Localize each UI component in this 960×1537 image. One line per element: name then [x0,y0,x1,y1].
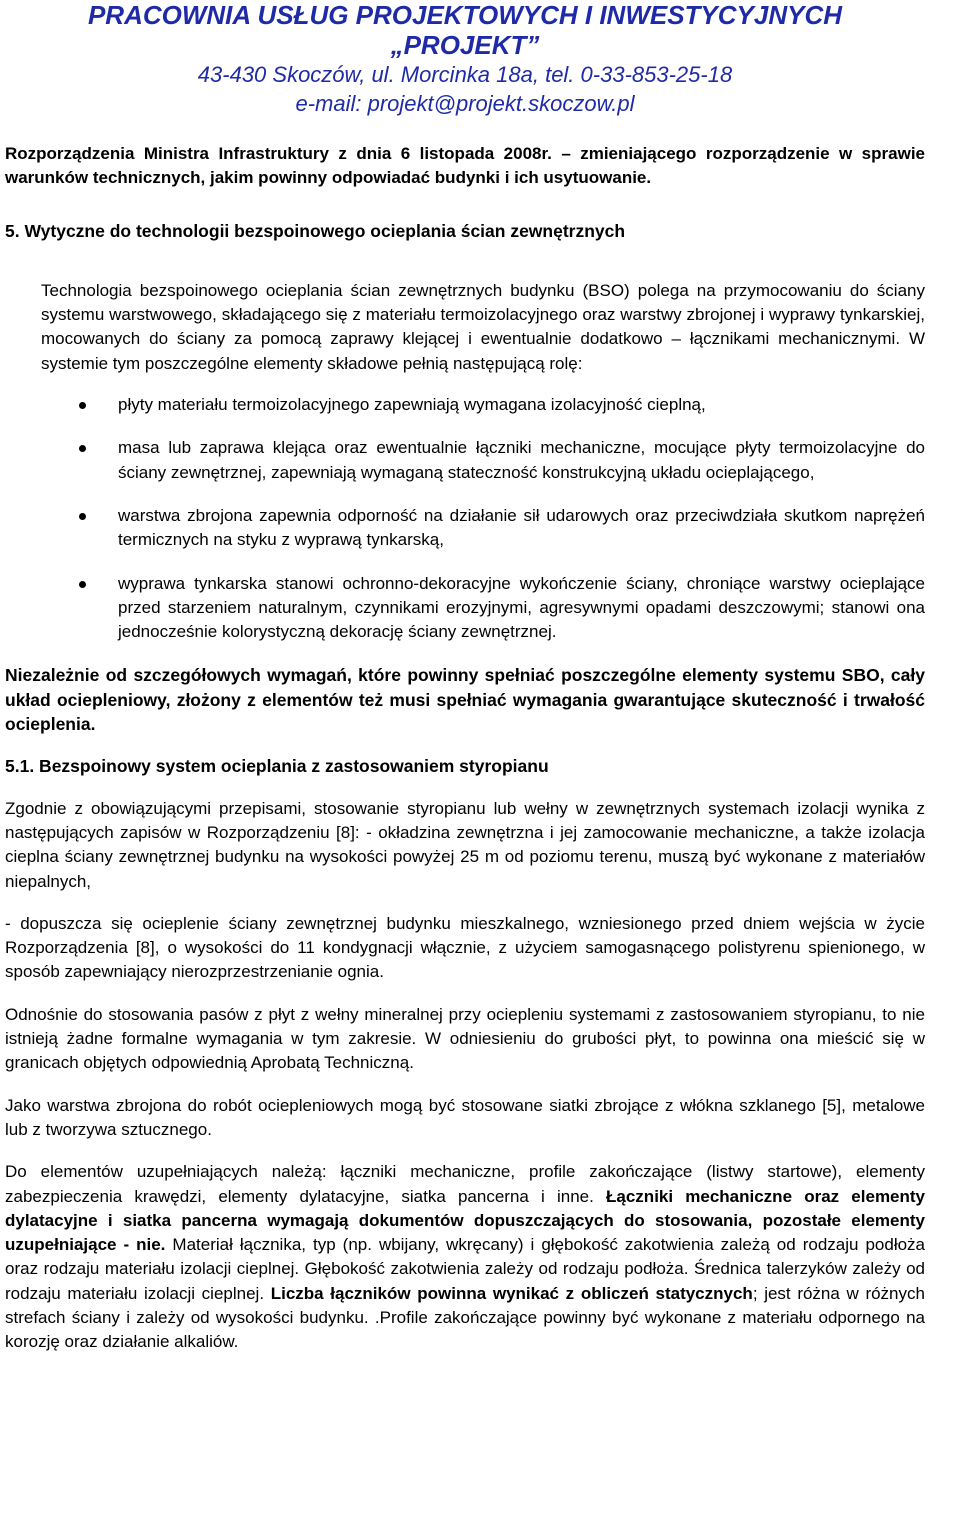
list-item-text: warstwa zbrojona zapewnia odporność na działanie sił udarowych oraz przeciwdziała skutkom naprężeń termicznych na styku z wyprawą tynkarską, [118,505,925,550]
system-requirements-paragraph: Niezależnie od szczegółowych wymagań, które powinny spełniać poszczególne elementy systemu SBO, cały układ ociepleniowy, złożony z elementów też musi spełniać wymagania gwarantujące skuteczność i trwałość ocieplenia. [5,665,925,735]
list-item [5,393,925,417]
company-name: PRACOWNIA USŁUG PROJEKTOWYCH I INWESTYCYJNYCH [87,0,843,30]
company-email: e-mail: projekt@projekt.skoczow.pl [295,91,635,116]
list-item-text: płyty materiału termoizolacyjnego zapewniają wymagana izolacyjność cieplną, [118,395,706,415]
list-item [5,436,925,485]
section-5-1-heading: 5.1. Bezspoinowy system ocieplania z zastosowaniem styropianu [5,756,549,777]
bullet-icon [79,513,86,520]
company-header [5,0,925,118]
intro-regulation: Rozporządzenia Ministra Infrastruktury z dnia 6 listopada 2008r. – zmieniającego rozporządzenie w sprawie warunków technicznych, jakim powinny odpowiadać budynki i ich usytuowanie. [5,144,925,188]
list-item [5,504,925,553]
supplementary-elements-paragraph [5,1160,925,1354]
company-address: 43-430 Skoczów, ul. Morcinka 18a, tel. 0-33-853-25-18 [197,62,733,87]
component-roles-list [5,393,925,644]
bullet-icon [79,445,86,452]
list-item-text: masa lub zaprawa klejąca oraz ewentualnie łączniki mechaniczne, mocujące płyty termoizolacyjne do ściany zewnętrznej, zapewniają wymaganą stateczność konstrukcyjną układu ocieplającego, [118,438,925,482]
bullet-icon [79,581,86,588]
supplementary-text-d: Liczba łączników powinna wynikać z obliczeń statycznych [270,1283,753,1303]
supplementary-text-c: Materiał łącznika, typ (np. wbijany, wkręcany) i głębokość zakotwienia zależą od rodzaju podłoża oraz rodzaju materiału izolacji cieplnej. Głębokość zakotwienia zależy od rodzaju podłoża. Średnica talerzyków zależy od rodzaju materiału izolacji cieplnej. [5,1235,926,1303]
regulation-paragraph: Zgodnie z obowiązującymi przepisami, stosowanie styropianu lub wełny w zewnętrznych systemach izolacji wynika z następujących zapisów w Rozporządzeniu [8]: - okładzina zewnętrzna i jej zamocowanie mechaniczne, a także izolacja cieplna ściany zewnętrznej budynku na wysokości powyżej 25 m od poziomu terenu, muszą być wykonane z materiałów niepalnych, [5,798,925,891]
list-item [5,572,925,645]
polystyrene-paragraph: - dopuszcza się ocieplenie ściany zewnętrznej budynku mieszkalnego, wzniesionego przed dniem wejścia w życie Rozporządzenia [8], o wysokości do 11 kondygnacji włącznie, z użyciem samogasnącego polistyrenu spienionego, w sposób zapewniający nierozprzestrzenianie ognia. [5,913,925,982]
supplementary-text-a: Do elementów uzupełniających należą: łączniki mechaniczne, profile zakończające (listwy startowe), elementy zabezpieczenia krawędzi, elementy dylatacyjne, siatka pancerna i inne. [5,1162,925,1206]
reinforcement-paragraph: Jako warstwa zbrojona do robót ociepleniowych mogą być stosowane siatki zbrojące z włókna szklanego [5], metalowe lub z tworzywa sztucznego. [5,1095,925,1139]
supplementary-text-e: ; jest różna w różnych strefach ściany i zależy od wysokości budynku. .Profile zakończające powinny być wykonane z materiału odpornego na korozję oraz działanie alkaliów. [5,1283,925,1352]
list-item-text: wyprawa tynkarska stanowi ochronno-dekoracyjne wykończenie ściany, chroniące warstwy ocieplające przed starzeniem naturalnym, czynnikami erozyjnymi, agresywnymi opadami deszczowymi; stanowi ona jednocześnie kolorystyczną dekorację ściany zewnętrznej. [118,573,925,642]
section-5-heading: 5. Wytyczne do technologii bezspoinowego ocieplania ścian zewnętrznych [5,220,626,241]
mineral-wool-paragraph: Odnośnie do stosowania pasów z płyt z wełny mineralnej przy ociepleniu systemami z zastosowaniem styropianu, to nie istnieją żadne formalne wymagania w tym zakresie. W odniesieniu do grubości płyt, to powinna ona mieścić się w granicach objętych odpowiednią Aprobatą Techniczną. [5,1004,925,1073]
supplementary-text-b: Łączniki mechaniczne oraz elementy dylatacyjne i siatka pancerna wymagają dokumentów dopuszczających do stosowania, pozostałe elementy uzupełniające - nie. [5,1186,926,1255]
bullet-icon [79,402,86,409]
section-5-paragraph: Technologia bezspoinowego ocieplania ścian zewnętrznych budynku (BSO) polega na przymocowaniu do ściany systemu warstwowego, składającego się z materiału termoizolacyjnego oraz warstwy zbrojonej i wyprawy tynkarskiej, mocowanych do ściany za pomocą zaprawy klejącej i ewentualnie dodatkowo – łącznikami mechanicznymi. W systemie tym poszczególne elementy składowe pełnią następującą rolę: [41,280,925,373]
company-short-name: „PROJEKT” [390,30,540,60]
document-page [5,0,925,1355]
